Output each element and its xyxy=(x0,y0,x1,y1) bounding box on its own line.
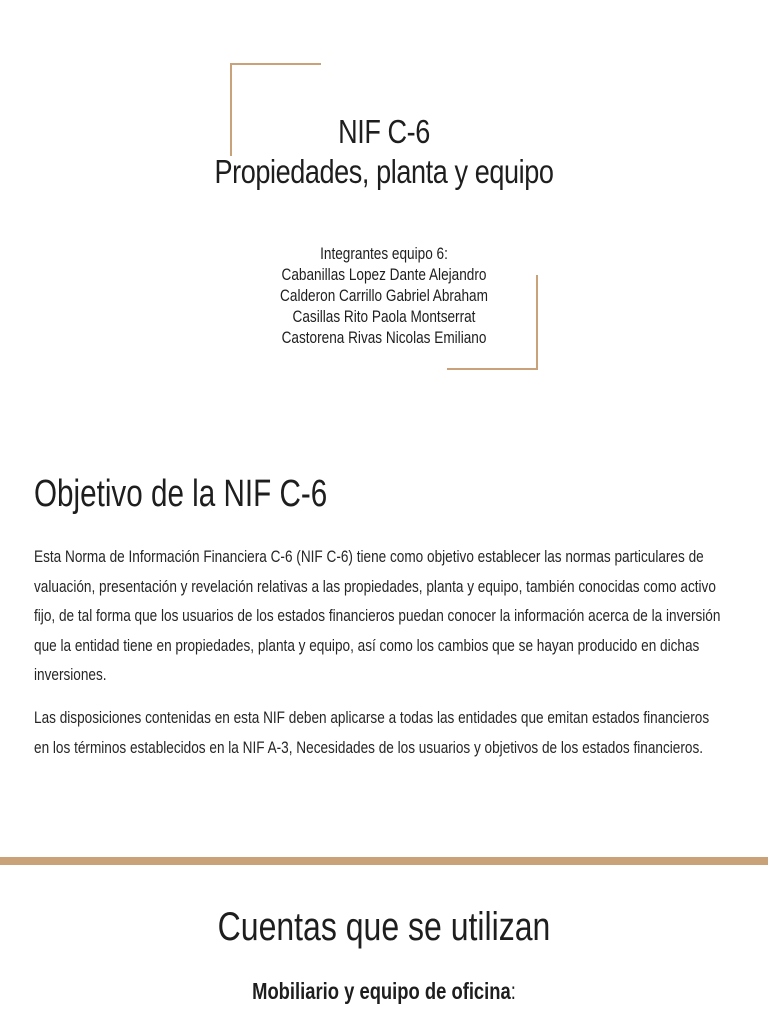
team-member: Calderon Carrillo Gabriel Abraham xyxy=(280,286,488,305)
accounts-subheading-colon: : xyxy=(510,978,516,1004)
team-member: Castorena Rivas Nicolas Emiliano xyxy=(281,328,487,347)
accounts-subheading-bold: Mobiliario y equipo de oficina xyxy=(252,978,511,1004)
objective-heading: Objetivo de la NIF C-6 xyxy=(34,473,328,515)
accounts-subheading xyxy=(77,976,691,1006)
team-member: Casillas Rito Paola Montserrat xyxy=(292,307,476,326)
bottom-right-corner-horizontal xyxy=(447,368,538,370)
objective-paragraph-2: Las disposiciones contenidas en esta NIF deben aplicarse a todas las entidades que emitan estados financieros en los términos establecidos en la NIF A-3, Necesidades de los usuarios y objetivos de los estados financieros. xyxy=(34,708,710,757)
team-block xyxy=(77,243,691,348)
slide-divider xyxy=(0,857,768,865)
title-block xyxy=(69,112,699,192)
team-member: Cabanillas Lopez Dante Alejandro xyxy=(281,265,487,284)
title-line-2: Propiedades, planta y equipo xyxy=(214,153,554,190)
team-label: Integrantes equipo 6: xyxy=(320,244,448,263)
title-line-1: NIF C-6 xyxy=(338,113,430,150)
objective-paragraph-1: Esta Norma de Información Financiera C-6 (NIF C-6) tiene como objetivo establecer las normas particulares de valuación, presentación y revelación relativas a las propiedades, planta y equipo, también conocidas como activo fijo, de tal forma que los usuarios de los estados financieros puedan conocer la información acerca de la inversión que la entidad tiene en propiedades, planta y equipo, así como los cambios que se hayan producido en dichas inversiones. xyxy=(34,547,721,684)
accounts-heading: Cuentas que se utilizan xyxy=(217,905,551,949)
top-left-corner-horizontal xyxy=(230,63,321,65)
